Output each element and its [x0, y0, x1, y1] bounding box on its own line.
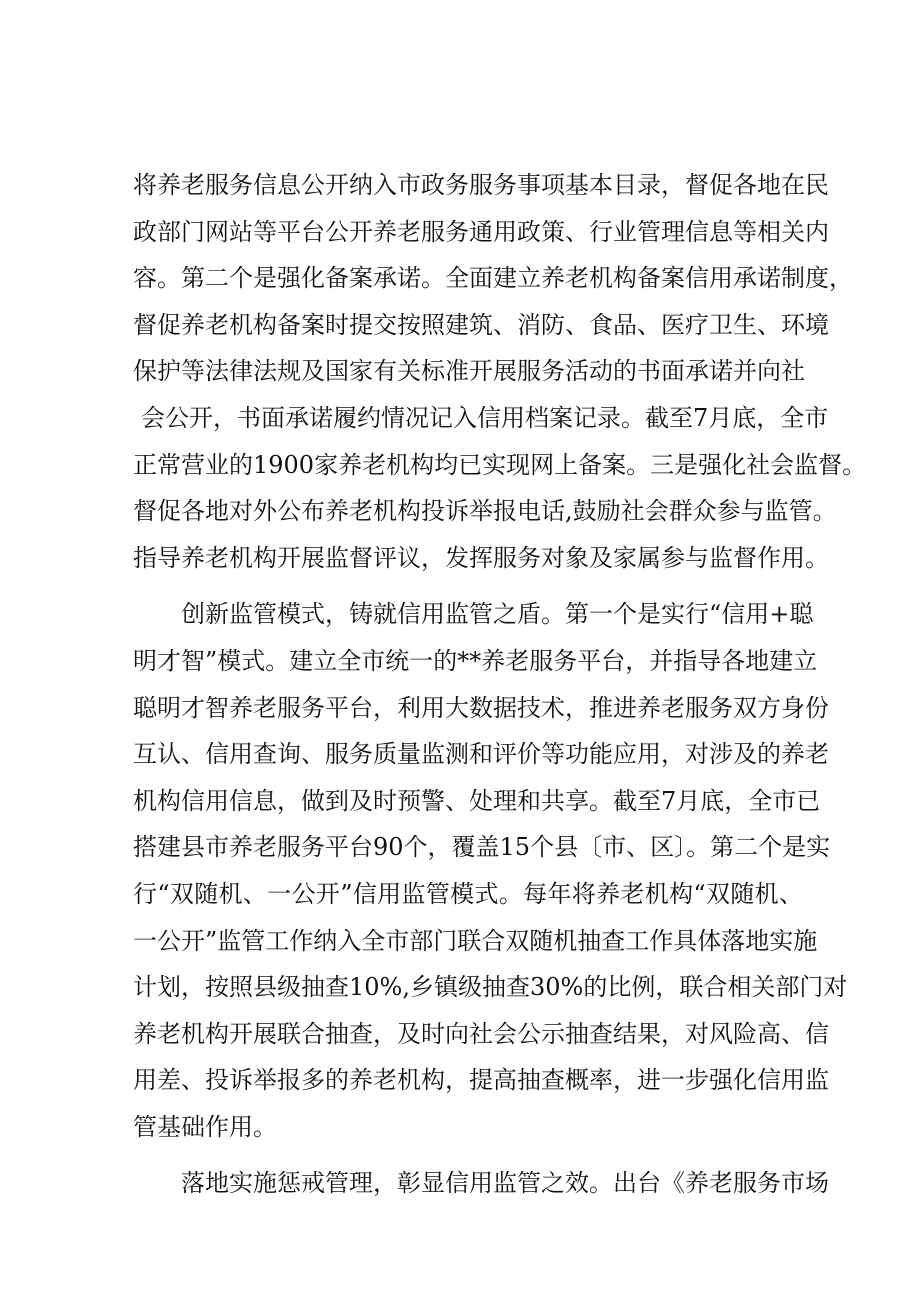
text-line: 聪明才智养老服务平台，利用大数据技术，推进养老服务双方身份	[133, 693, 829, 722]
paragraph-punishment-management	[133, 1160, 829, 1207]
text-line: 政部门网站等平台公开养老服务通用政策、行业管理信息等相关内	[133, 217, 829, 246]
text-line: 落地实施惩戒管理，彰显信用监管之效。出台《养老服务市场	[181, 1169, 829, 1198]
text-line: 互认、信用查询、服务质量监测和评价等功能应用，对涉及的养老	[133, 740, 829, 769]
paragraph-gap	[133, 1150, 803, 1160]
text-line: 指导养老机构开展监督评议，发挥服务对象及家属参与监督作用。	[133, 543, 829, 572]
paragraph-gap	[133, 581, 803, 591]
text-line: 用差、投诉举报多的养老机构，提高抽查概率，进一步强化信用监	[133, 1066, 829, 1095]
text-line: 将养老服务信息公开纳入市政务服务事项基本目录，督促各地在民	[133, 171, 829, 199]
text-line: 机构信用信息，做到及时预警、处理和共享。截至7月底，全市已	[133, 786, 821, 815]
text-line: 正常营业的1900家养老机构均已实现网上备案。三是强化社会监督。	[133, 450, 867, 479]
paragraph-info-disclosure	[133, 162, 867, 581]
text-line: 一公开”监管工作纳入全市部门联合双随机抽查工作具体落地实施	[133, 926, 818, 955]
text-line: 会公开，书面承诺履约情况记入信用档案记录。截至7月底，全市	[141, 403, 829, 432]
text-line: 计划，按照县级抽查10%,乡镇级抽查30%的比例，联合相关部门对	[133, 973, 848, 1002]
document-body	[133, 162, 867, 1207]
text-line: 搭建县市养老服务平台90个，覆盖15个县〔市、区〕。第二个是实	[133, 833, 831, 862]
paragraph-innovate-supervision	[133, 591, 848, 1150]
text-line: 养老机构开展联合抽查，及时向社会公示抽查结果，对风险高、信	[133, 1019, 829, 1048]
text-line: 行“双随机、一公开”信用监管模式。每年将养老机构“双随机、	[133, 879, 803, 908]
text-line: 创新监管模式，铸就信用监管之盾。第一个是实行“信用+聪	[181, 600, 814, 629]
text-line: 保护等法律法规及国家有关标准开展服务活动的书面承诺并向社	[133, 357, 805, 386]
text-line: 管基础作用。	[133, 1112, 277, 1141]
text-line: 督促各地对外公布养老机构投诉举报电话,鼓励社会群众参与监管。	[133, 497, 837, 526]
text-line: 容。第二个是强化备案承诺。全面建立养老机构备案信用承诺制度，	[133, 264, 853, 293]
text-line: 明才智”模式。建立全市统一的**养老服务平台，并指导各地建立	[133, 646, 818, 675]
text-line: 督促养老机构备案时提交按照建筑、消防、食品、医疗卫生、环境	[133, 310, 829, 339]
